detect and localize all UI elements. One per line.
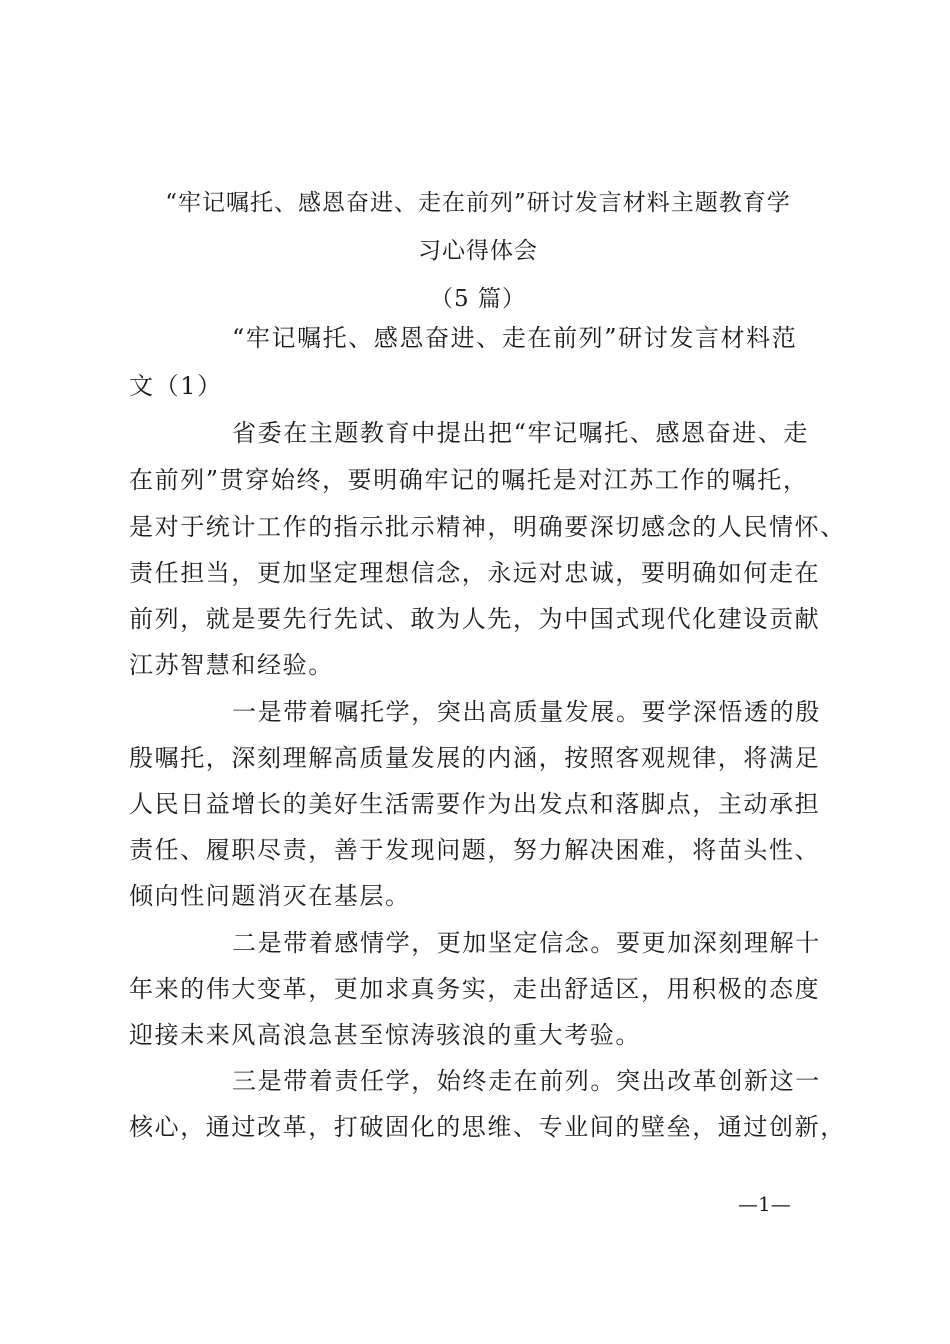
body-line: 在前列”贯穿始终，要明确牢记的嘱托是对江苏工作的嘱托， <box>129 466 809 494</box>
body-line: 殷嘱托，深刻理解高质量发展的内涵，按照客观规律，将满足 <box>129 744 821 772</box>
body-line: 是对于统计工作的指示批示精神，明确要深切感念的人民情怀、 <box>129 513 846 541</box>
body-line: 迎接未来风高浪急甚至惊涛骇浪的重大考验。 <box>129 1021 641 1049</box>
body-line: 江苏智慧和经验。 <box>129 651 334 679</box>
body-line: 倾向性问题消灭在基层。 <box>129 882 411 910</box>
body-line: 文（1） <box>129 372 223 400</box>
title-count: （5 篇） <box>430 286 526 312</box>
body-line: 省委在主题教育中提出把“牢记嘱托、感恩奋进、走 <box>232 419 810 447</box>
page-number: —1— <box>738 1192 791 1216</box>
body-line: 前列，就是要先行先试、敢为人先，为中国式现代化建设贡献 <box>129 605 821 633</box>
body-line: “牢记嘱托、感恩奋进、走在前列”研讨发言材料范 <box>232 324 798 352</box>
body-line: 人民日益增长的美好生活需要作为出发点和落脚点，主动承担 <box>129 790 821 818</box>
body-line: 一是带着嘱托学，突出高质量发展。要学深悟透的殷 <box>232 698 821 726</box>
body-line: 责任担当，更加坚定理想信念，永远对忠诚，要明确如何走在 <box>129 559 821 587</box>
body-line: 责任、履职尽责，善于发现问题，努力解决困难，将苗头性、 <box>129 836 821 864</box>
title-line-1: “牢记嘱托、感恩奋进、走在前列”研讨发言材料主题教育学 <box>165 190 791 216</box>
title-line-2: 习心得体会 <box>418 238 538 264</box>
body-line: 三是带着责任学，始终走在前列。突出改革创新这一 <box>232 1067 821 1095</box>
body-line: 核心，通过改革，打破固化的思维、专业间的壁垒，通过创新， <box>129 1113 846 1141</box>
body-line: 年来的伟大变革，更加求真务实，走出舒适区，用积极的态度 <box>129 975 821 1003</box>
body-line: 二是带着感情学，更加坚定信念。要更加深刻理解十 <box>232 929 821 957</box>
